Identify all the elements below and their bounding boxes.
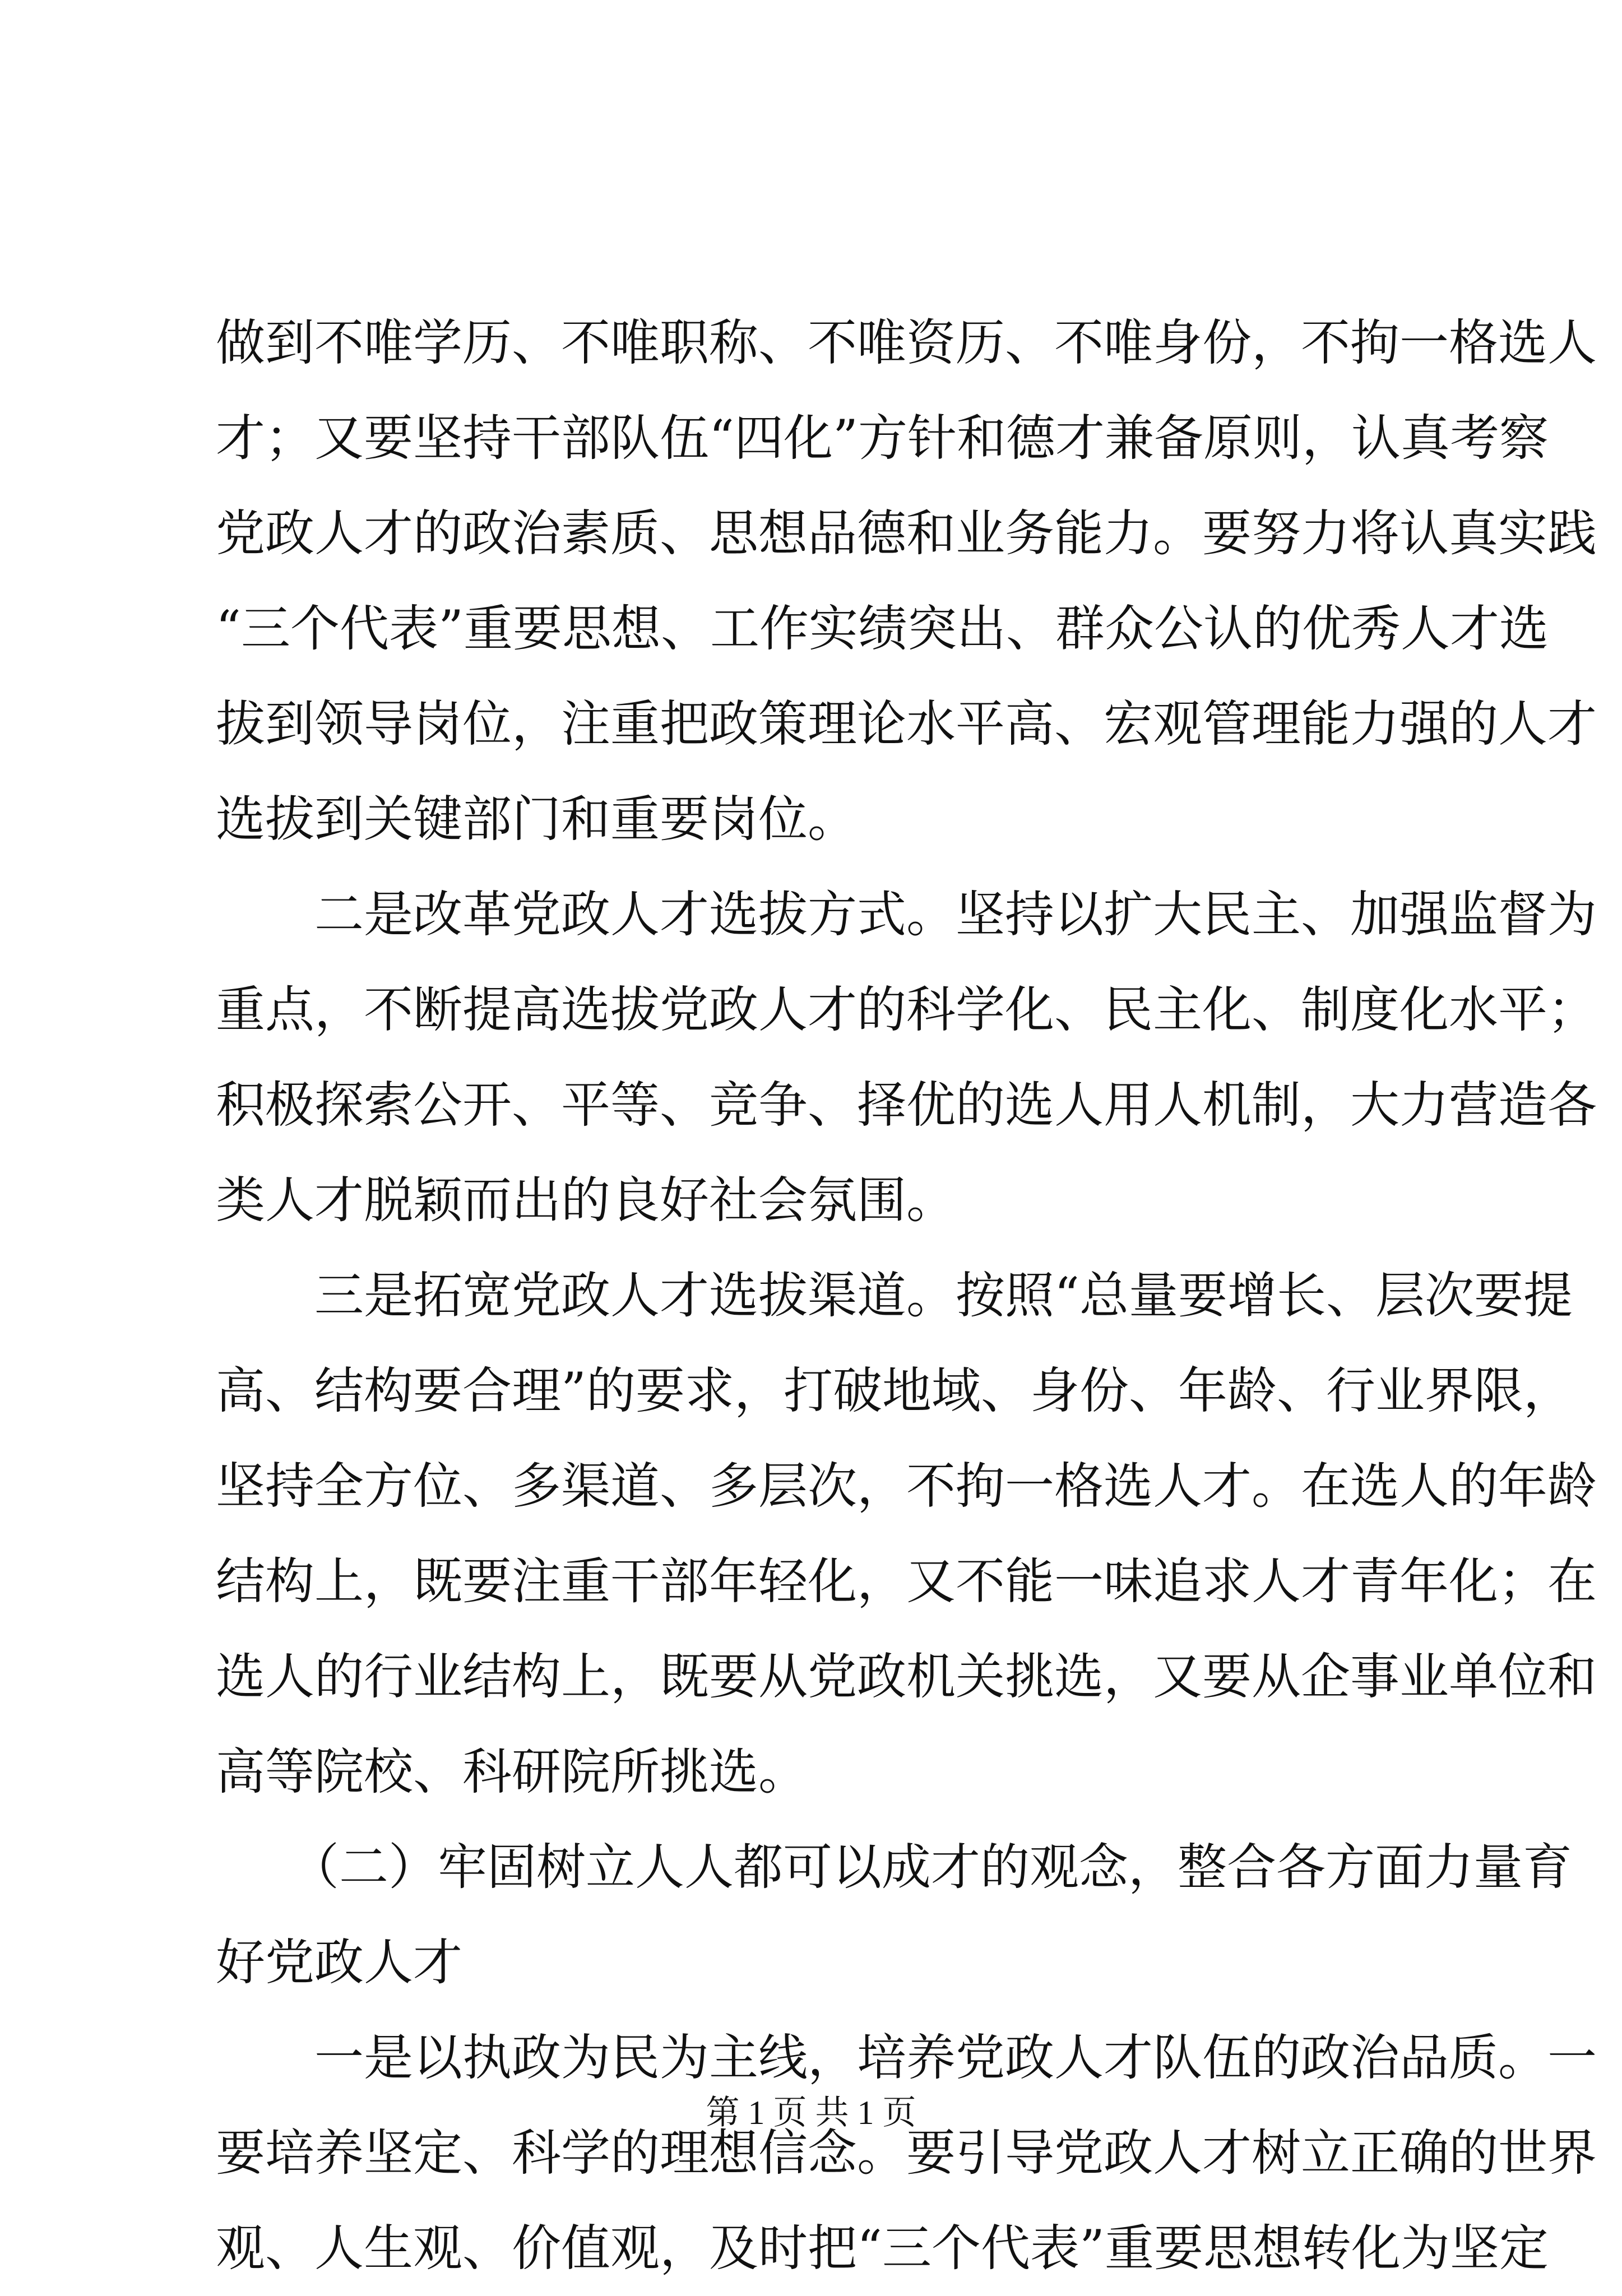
- page-number-footer: 第 1 页 共 1 页: [706, 2094, 916, 2131]
- text-line: 拔到领导岗位，注重把政策理论水平高、宏观管理能力强的人才: [216, 695, 1597, 753]
- text-line: 要培养坚定、科学的理想信念。要引导党政人才树立正确的世界: [216, 2124, 1597, 2182]
- text-line: 观、人生观、价值观，及时把“三个代表”重要思想转化为坚定: [216, 2219, 1549, 2277]
- section-heading: [216, 1820, 1573, 2010]
- text-line: 做到不唯学历、不唯职称、不唯资历、不唯身份，不拘一格选人: [216, 314, 1597, 372]
- text-line: 高、结构要合理”的要求，打破地域、身份、年龄、行业界限，: [216, 1362, 1573, 1420]
- text-line: 类人才脱颖而出的良好社会氛围。: [216, 1171, 956, 1229]
- paragraph: [216, 867, 1597, 1248]
- text-line: 选拔到关键部门和重要岗位。: [216, 790, 858, 848]
- paragraph: [216, 295, 1597, 867]
- text-line: 二是改革党政人才选拔方式。坚持以扩大民主、加强监督为: [216, 885, 1597, 943]
- text-line: 重点，不断提高选拔党政人才的科学化、民主化、制度化水平；: [216, 981, 1597, 1038]
- text-line: 三是拓宽党政人才选拔渠道。按照“总量要增长、层次要提: [216, 1267, 1573, 1324]
- text-line: （二）牢固树立人人都可以成才的观念，整合各方面力量育: [216, 1838, 1573, 1896]
- text-line: 积极探索公开、平等、竞争、择优的选人用人机制，大力营造各: [216, 1076, 1597, 1134]
- text-line: 坚持全方位、多渠道、多层次，不拘一格选人才。在选人的年龄: [216, 1457, 1597, 1515]
- document-body: [216, 295, 1597, 2296]
- text-line: 好党政人才: [216, 1933, 463, 1991]
- text-line: 选人的行业结构上，既要从党政机关挑选，又要从企事业单位和: [216, 1648, 1597, 1705]
- paragraph: [216, 2010, 1597, 2296]
- text-line: 党政人才的政治素质、思想品德和业务能力。要努力将认真实践: [216, 504, 1597, 562]
- text-line: 才；又要坚持干部队伍“四化”方针和德才兼备原则，认真考察: [216, 409, 1549, 467]
- paragraph: [216, 1248, 1597, 1820]
- text-line: 一是以执政为民为主线，培养党政人才队伍的政治品质。一: [216, 2029, 1597, 2086]
- text-line: 结构上，既要注重干部年轻化，又不能一味追求人才青年化；在: [216, 1552, 1597, 1610]
- text-line: 高等院校、科研院所挑选。: [216, 1743, 808, 1801]
- text-line: “三个代表”重要思想、工作实绩突出、群众公认的优秀人才选: [216, 600, 1549, 657]
